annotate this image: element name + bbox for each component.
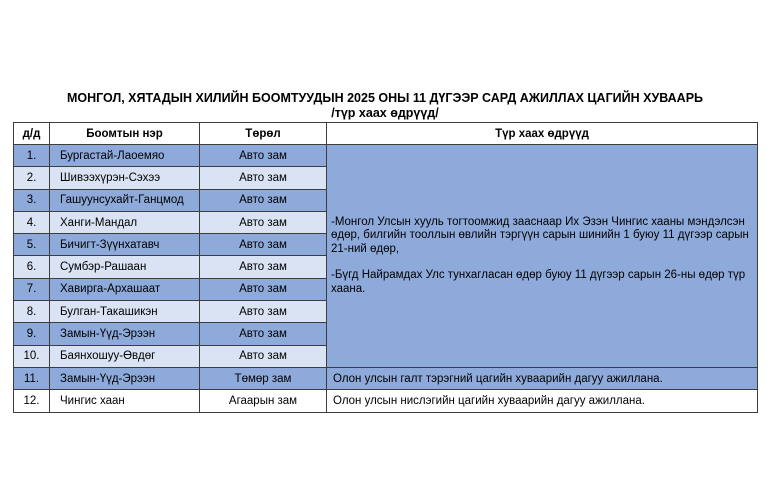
port-type: Агаарын зам [200, 390, 327, 412]
row-num: 4. [14, 211, 50, 233]
row-num: 7. [14, 278, 50, 300]
document-subtitle: /түр хаах өдрүүд/ [331, 106, 439, 120]
port-type: Авто зам [200, 278, 327, 300]
port-type: Авто зам [200, 145, 327, 167]
port-name: Бичигт-Зүүнхатавч [50, 234, 200, 256]
port-type: Авто зам [200, 211, 327, 233]
row-num: 10. [14, 345, 50, 367]
port-name: Шивээхүрэн-Сэхээ [50, 167, 200, 189]
row-num: 12. [14, 390, 50, 412]
port-type: Авто зам [200, 256, 327, 278]
row-num: 8. [14, 301, 50, 323]
schedule-table [13, 122, 758, 413]
port-type: Авто зам [200, 323, 327, 345]
table-row [14, 390, 758, 412]
row-num: 2. [14, 167, 50, 189]
header-schedule: Түр хаах өдрүүд [327, 123, 758, 145]
row-num: 5. [14, 234, 50, 256]
port-name: Ханги-Мандал [50, 211, 200, 233]
schedule-note: Олон улсын нислэгийн цагийн хуваарийн дагуу ажиллана. [327, 390, 758, 412]
row-num: 9. [14, 323, 50, 345]
header-name: Боомтын нэр [50, 123, 200, 145]
port-name: Бургастай-Лаоемяо [50, 145, 200, 167]
port-name: Баянхошуу-Өвдөг [50, 345, 200, 367]
header-num: д/д [14, 123, 50, 145]
row-num: 1. [14, 145, 50, 167]
row-num: 6. [14, 256, 50, 278]
port-name: Замын-Үүд-Эрээн [50, 367, 200, 389]
schedule-note: Олон улсын галт тэрэгний цагийн хуваарийн дагуу ажиллана. [327, 367, 758, 389]
port-name: Чингис хаан [50, 390, 200, 412]
closure-note [327, 145, 758, 368]
port-type: Авто зам [200, 234, 327, 256]
port-type: Төмөр зам [200, 367, 327, 389]
port-type: Авто зам [200, 301, 327, 323]
port-name: Хавирга-Архашаат [50, 278, 200, 300]
table-row [14, 367, 758, 389]
document-title: МОНГОЛ, ХЯТАДЫН ХИЛИЙН БООМТУУДЫН 2025 ОНЫ 11 ДҮГЭЭР САРД АЖИЛЛАХ ЦАГИЙН ХУВААРЬ [66, 91, 704, 105]
port-type: Авто зам [200, 345, 327, 367]
port-type: Авто зам [200, 189, 327, 211]
port-name: Гашуунсухайт-Ганцмод [50, 189, 200, 211]
header-type: Төрөл [200, 123, 327, 145]
port-name: Сумбэр-Рашаан [50, 256, 200, 278]
port-type: Авто зам [200, 167, 327, 189]
row-num: 3. [14, 189, 50, 211]
port-name: Булган-Такашикэн [50, 301, 200, 323]
table-header-row [14, 123, 758, 145]
closure-note-para1: -Монгол Улсын хууль тогтоомжид зааснаар Их Эзэн Чингис хааны мэндэлсэн өдөр, билгийн тооллын өвлийн тэргүүн сарын шинийн 1 буюу 11 дүгээр сарын 21-ний өдөр, [331, 215, 749, 255]
row-num: 11. [14, 367, 50, 389]
closure-note-para2: -Бүгд Найрамдах Улс тунхагласан өдөр буюу 11 дүгээр сарын 26-ны өдөр түр хаана. [331, 269, 746, 295]
table-row [14, 145, 758, 167]
port-name: Замын-Үүд-Эрээн [50, 323, 200, 345]
